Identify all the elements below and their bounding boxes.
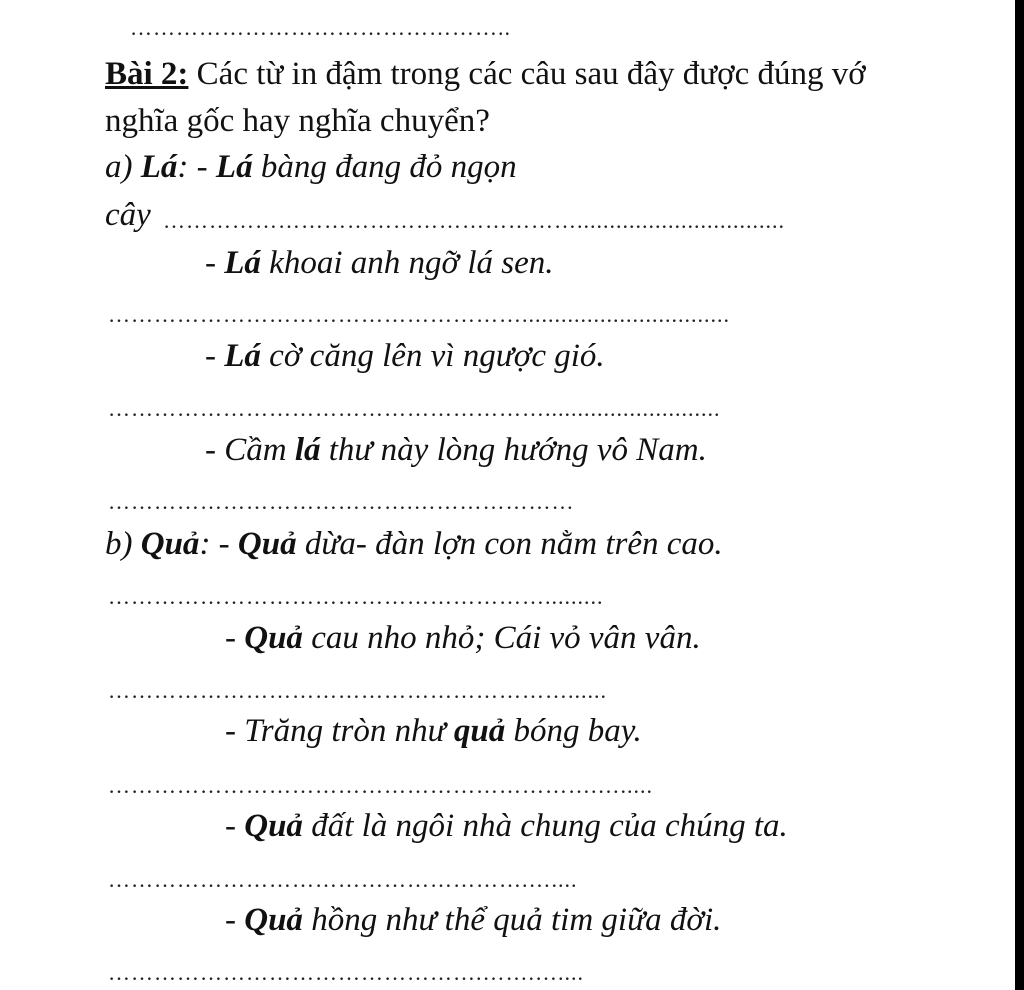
exercise-heading bbox=[105, 54, 866, 94]
part-b-s4-bold-word: Quả bbox=[244, 808, 303, 844]
part-a-s2 bbox=[205, 243, 554, 283]
part-b-s2-answer-line: ……………………………………………………...... bbox=[108, 679, 607, 703]
part-b-s5 bbox=[225, 900, 721, 940]
part-a-s1-bold-word: Lá bbox=[215, 149, 253, 185]
part-a-s3-text: cờ căng lên vì ngược gió. bbox=[260, 338, 605, 374]
part-b-s2-text: cau nho nhỏ; Cái vỏ vân vân. bbox=[302, 620, 701, 656]
part-a-s4-bold-word: lá bbox=[294, 432, 321, 468]
part-a-s4-text: thư này lòng hướng vô Nam. bbox=[320, 432, 707, 468]
top-answer-line: ………………………………………….. bbox=[130, 16, 511, 40]
part-b-marker: b) bbox=[105, 526, 141, 562]
part-b-s3-answer-line: ……………………………………………………….…..... bbox=[108, 774, 653, 798]
part-b-s5-answer-line: ………………………………………….…….….... bbox=[108, 961, 584, 985]
part-a-s2-bold-word: Lá bbox=[224, 245, 261, 281]
part-b-s4 bbox=[225, 806, 788, 846]
part-a-separator: : - bbox=[177, 149, 216, 185]
part-b-keyword: Quả bbox=[140, 526, 200, 562]
part-a-s2-answer-line: ………………………………………………................................ bbox=[108, 303, 730, 327]
part-b-s2-prefix: - bbox=[225, 620, 245, 656]
part-a-marker: a) bbox=[105, 149, 141, 185]
part-b-s2 bbox=[225, 618, 701, 658]
part-a-s1-continuation: cây bbox=[105, 197, 151, 233]
part-b-s3 bbox=[225, 711, 642, 751]
part-b-s5-bold-word: Quả bbox=[244, 902, 303, 938]
part-a-s3-prefix: - bbox=[205, 338, 225, 374]
part-b-separator: : - bbox=[199, 526, 238, 562]
part-a-s3-answer-line: …………………………………………………........................... bbox=[108, 397, 721, 421]
part-a-s2-text: khoai anh ngỡ lá sen. bbox=[260, 245, 554, 281]
part-b-line1 bbox=[105, 524, 723, 564]
part-b-s2-bold-word: Quả bbox=[244, 620, 303, 656]
part-a-s1-text: bàng đang đỏ ngọn bbox=[252, 149, 517, 185]
exercise-question-line2: nghĩa gốc hay nghĩa chuyển? bbox=[105, 103, 490, 139]
part-a-keyword: Lá bbox=[140, 149, 178, 185]
page-edge-bar bbox=[1015, 0, 1024, 990]
part-b-s1-bold-word: Quả bbox=[237, 526, 297, 562]
part-a-s2-prefix: - bbox=[205, 245, 225, 281]
part-a-s1-answer-line: ………………………………………………................................ bbox=[163, 209, 785, 233]
part-a-s3-bold-word: Lá bbox=[224, 338, 261, 374]
part-b-s3-text: bóng bay. bbox=[505, 713, 642, 749]
part-b-s5-text: hồng như thể quả tim giữa đời. bbox=[302, 902, 722, 938]
exercise-label: Bài 2: bbox=[105, 56, 189, 92]
part-a-s4-prefix: - Cầm bbox=[205, 432, 295, 468]
part-a-s4 bbox=[205, 430, 707, 470]
part-b-s4-text: đất là ngôi nhà chung của chúng ta. bbox=[302, 808, 788, 844]
exercise-question: Các từ in đậm trong các câu sau đây được đúng vớ bbox=[188, 56, 866, 92]
part-b-s1-text: dừa- đàn lợn con nằm trên cao. bbox=[296, 526, 723, 562]
part-b-s4-answer-line: ……………………………………………….….... bbox=[108, 868, 578, 892]
part-b-s5-prefix: - bbox=[225, 902, 245, 938]
part-b-s3-prefix: - Trăng tròn như bbox=[225, 713, 454, 749]
part-b-s4-prefix: - bbox=[225, 808, 245, 844]
part-b-s3-bold-word: quả bbox=[453, 713, 506, 749]
part-a-s3 bbox=[205, 336, 605, 376]
part-a-line1 bbox=[105, 147, 517, 187]
part-a-s4-answer-line: ………………………………….………………… bbox=[108, 490, 575, 514]
part-b-s1-answer-line: …………………………………………………......... bbox=[108, 585, 604, 609]
